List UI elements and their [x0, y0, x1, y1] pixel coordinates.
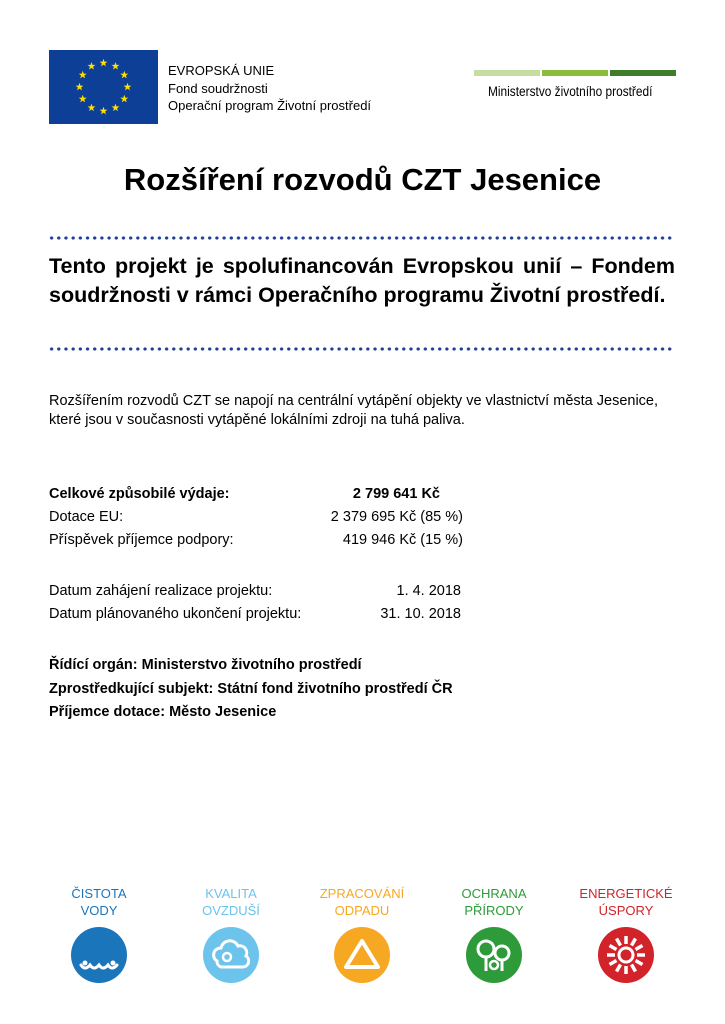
category-air-line2: OVZDUŠÍ — [202, 903, 260, 918]
end-date-value: 31. 10. 2018 — [380, 606, 461, 622]
category-water — [39, 885, 159, 983]
page-title: Rozšíření rozvodů CZT Jesenice — [123, 162, 602, 197]
eu-star — [100, 107, 108, 115]
ministry-bar-dark — [610, 70, 676, 76]
dotted-divider-bottom — [48, 347, 674, 351]
start-date-label: Datum zahájení realizace projektu: — [49, 583, 273, 599]
recipient-contribution-label: Příspěvek příjemce podpory: — [49, 532, 234, 548]
recipient-contribution-value: 419 946 Kč (15 %) — [342, 532, 463, 548]
intermediary-body: Zprostředkující subjekt: Státní fond životního prostředí ČR — [49, 681, 453, 697]
recycle-triangle-icon — [334, 927, 390, 983]
category-nature — [434, 885, 554, 983]
category-water-line1: ČISTOTA — [71, 886, 127, 901]
project-description: Rozšířením rozvodů CZT se napojí na centrální vytápění objekty ve vlastnictví města Jesenice, které jsou v současnosti vytápěné lokálními zdroji na tuhá paliva. — [49, 393, 659, 428]
cloud-icon — [203, 927, 259, 983]
eu-flag-logo — [49, 50, 158, 124]
total-expenses-label: Celkové způsobilé výdaje: — [49, 486, 230, 502]
eu-line-3: Operační program Životní prostředí — [168, 98, 372, 113]
category-waste-line2: ODPADU — [334, 903, 390, 918]
ministry-bar-light — [474, 70, 540, 76]
eu-stars-icon — [49, 50, 158, 124]
eu-line-1: EVROPSKÁ UNIE — [168, 63, 275, 78]
eu-star — [120, 95, 128, 103]
category-energy-line1: ENERGETICKÉ — [579, 886, 673, 901]
category-air — [171, 885, 291, 983]
total-expenses-value: 2 799 641 Kč — [352, 486, 440, 502]
sun-icon — [598, 927, 654, 983]
trees-icon — [466, 927, 522, 983]
eu-star — [88, 104, 96, 112]
category-nature-line2: PŘÍRODY — [464, 903, 524, 918]
start-date-value: 1. 4. 2018 — [396, 583, 461, 599]
end-date-label: Datum plánovaného ukončení projektu: — [49, 606, 302, 622]
eu-line-2: Fond soudržnosti — [168, 80, 268, 96]
eu-star — [112, 104, 120, 112]
category-water-line2: VODY — [80, 903, 118, 918]
category-energy-line2: ÚSPORY — [598, 903, 654, 918]
category-energy — [566, 885, 686, 983]
category-waste — [302, 885, 422, 983]
category-nature-line1: OCHRANA — [461, 886, 527, 901]
eu-star — [76, 83, 84, 91]
eu-star — [88, 62, 96, 70]
cofunding-statement: Tento projekt je spolufinancován Evropskou unií – Fondem soudržnosti v rámci Operačního programu Životní prostředí. — [49, 254, 675, 307]
eu-star — [124, 83, 132, 91]
eu-star — [79, 95, 87, 103]
water-drops-icon — [71, 927, 127, 983]
eu-programme-text — [168, 62, 371, 115]
dotted-divider-top — [48, 236, 674, 240]
ministry-name: Ministerstvo životního prostředí — [488, 84, 653, 99]
eu-grant-label: Dotace EU: — [49, 509, 124, 525]
grant-recipient: Příjemce dotace: Město Jesenice — [49, 704, 277, 720]
managing-authority: Řídící orgán: Ministerstvo životního prostředí — [49, 657, 362, 673]
eu-star — [100, 59, 108, 67]
ministry-logo-bars — [474, 70, 676, 76]
ministry-bar-mid — [542, 70, 608, 76]
category-air-line1: KVALITA — [205, 886, 257, 901]
category-waste-line1: ZPRACOVÁNÍ — [319, 886, 405, 901]
eu-star — [79, 71, 87, 79]
eu-grant-value: 2 379 695 Kč (85 %) — [330, 509, 463, 525]
eu-star — [112, 62, 120, 70]
eu-star — [120, 71, 128, 79]
